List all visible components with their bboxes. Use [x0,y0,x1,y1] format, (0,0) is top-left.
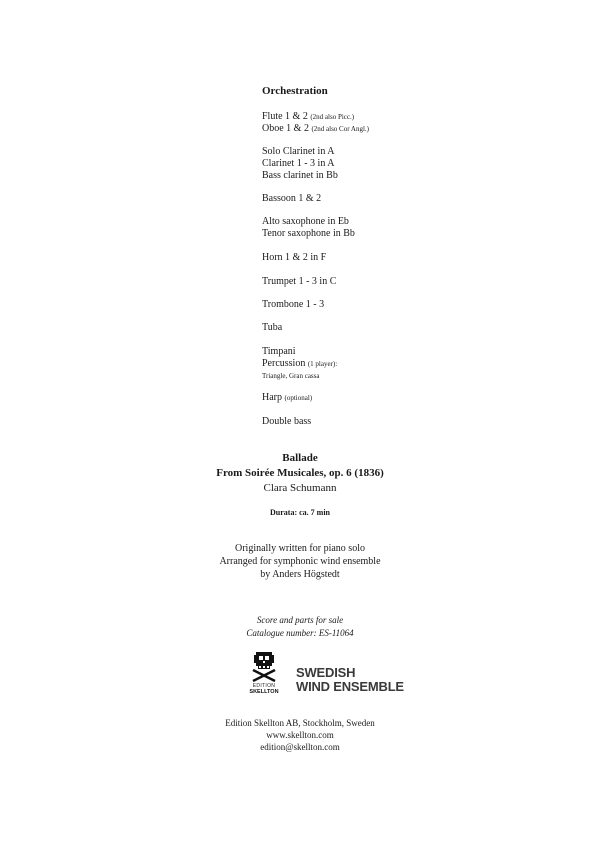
edition-skellton-logo [245,650,283,696]
instrument-line [262,252,326,264]
arrangement-line-1: Originally written for piano solo [235,543,365,554]
instrument-name: Trumpet 1 - 3 in C [262,276,337,287]
instrument-name: Tuba [262,322,283,333]
instrument-line [262,216,355,228]
instrument-name: Solo Clarinet in A [262,146,335,157]
orchestration-heading: Orchestration [262,85,328,97]
ensemble-line-2: WIND ENSEMBLE [296,679,404,694]
instrument-name: Bass clarinet in Bb [262,170,338,181]
instrument-name: Clarinet 1 - 3 in A [262,158,335,169]
instrument-name: Double bass [262,416,312,427]
catalogue-number: Catalogue number: ES-11064 [246,628,354,638]
instrument-name: Percussion [262,358,306,369]
instrument-note: (2nd also Cor Angl.) [311,125,370,133]
edition-label: EDITION [252,683,276,689]
arrangement-line-3: by Anders Högstedt [260,569,340,580]
instrument-note: (1 player): [307,360,338,368]
instrument-line [262,193,321,205]
instrument-line [262,358,337,370]
instrument-line [262,416,311,428]
instrument-name: Bassoon 1 & 2 [262,193,322,204]
instrument-group [262,146,338,182]
instrument-name: Alto saxophone in Eb [262,216,349,227]
instrument-group [262,111,369,135]
instrument-line [262,170,338,182]
instrument-group [262,322,282,334]
instrument-name: Timpani [262,346,296,357]
instrument-note: Triangle, Gran cassa [262,372,320,380]
instrument-note: (optional) [284,394,313,402]
instrument-line [262,146,338,158]
skellton-label: SKELLTON [249,689,279,695]
instrument-name: Harp [262,392,282,403]
instrument-line [262,346,337,358]
instrument-group [262,252,326,264]
instrument-name: Trombone 1 - 3 [262,299,325,310]
instrument-line [262,123,369,135]
instrument-line [262,276,336,288]
publisher-website[interactable]: www.skellton.com [266,730,334,740]
instrument-group [262,346,337,382]
arrangement-line-2: Arranged for symphonic wind ensemble [219,556,381,567]
work-subtitle: From Soirée Musicales, op. 6 (1836) [216,467,384,479]
publisher-address: Edition Skellton AB, Stockholm, Sweden [225,718,375,728]
composer-name: Clara Schumann [263,482,337,494]
instrument-group [262,216,355,240]
instrument-group [262,193,321,205]
publisher-email[interactable]: edition@skellton.com [260,742,340,752]
instrument-line [262,299,324,311]
swedish-wind-ensemble-logo [296,666,404,694]
skull-icon [245,650,283,682]
instrument-line [262,392,312,404]
work-title: Ballade [282,452,318,464]
instrument-group [262,276,336,288]
instrument-name: Tenor saxophone in Bb [262,228,355,239]
instrument-line [262,158,338,170]
instrument-line [262,228,355,240]
instrument-group [262,392,312,404]
instrument-note: (2nd also Picc.) [310,113,355,121]
sale-line-1: Score and parts for sale [256,615,344,625]
instrument-name: Oboe 1 & 2 [262,123,309,134]
duration: Durata: ca. 7 min [270,508,330,517]
instrument-group [262,416,311,428]
instrument-line [262,322,282,334]
ensemble-line-1: SWEDISH [296,665,356,680]
instrument-name: Flute 1 & 2 [262,111,308,122]
instrument-line [262,370,337,382]
instrument-line [262,111,369,123]
instrument-name: Horn 1 & 2 in F [262,252,327,263]
instrument-group [262,299,324,311]
